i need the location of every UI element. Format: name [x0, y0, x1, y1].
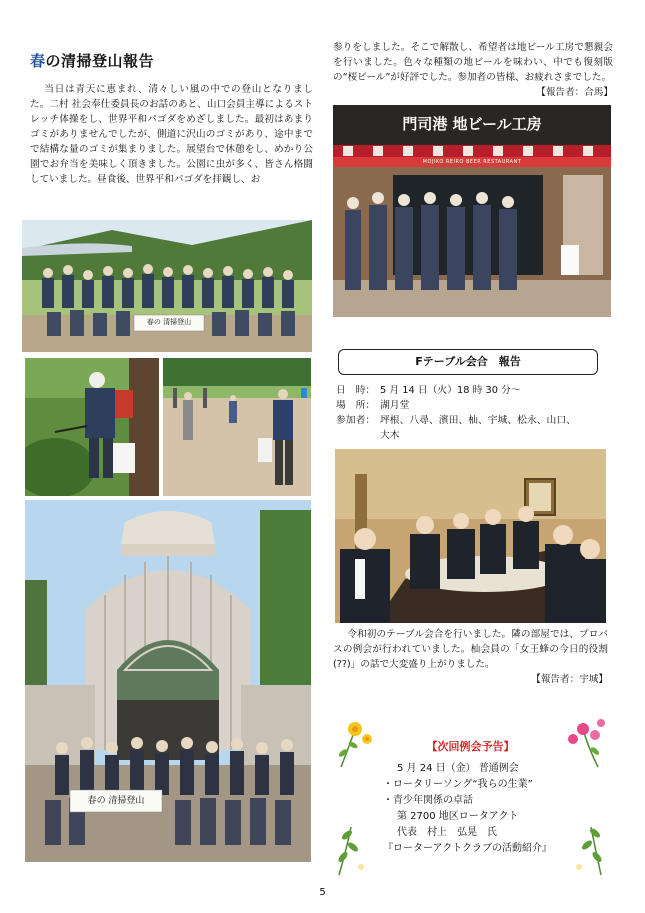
next-meeting-speaker-org: 第 2700 地区ロータアクト	[397, 811, 519, 822]
ftable-date-value: 5 月 14 日（火）18 時 30 分～	[380, 385, 521, 396]
page-number: 5	[319, 887, 326, 898]
ftable-date-label: 日 時：	[336, 385, 376, 396]
article-title-rest: の清掃登山報告	[45, 52, 155, 70]
ftable-report	[333, 627, 608, 687]
group-photo-hill	[22, 220, 312, 352]
ftable-info	[336, 383, 611, 443]
photo-table-dinner	[335, 449, 606, 623]
photo-litter-picking-1	[25, 358, 159, 496]
ftable-date-row	[336, 383, 611, 398]
article-paragraph-2-text: 参りをしました。そこで解散し、希望者は地ビール工房で懇親会を行いました。色々な種類の地ビールを味わい、中でも復刻版の“桜ビール”が好評でした。参加者の皆様、お疲れさまでした。	[333, 42, 613, 83]
article-title-first-char: 春	[30, 52, 46, 70]
ftable-reporter: 【報告者：宇城】	[531, 674, 608, 685]
next-meeting-title: 【次回例会予告】	[426, 740, 515, 753]
next-meeting-speaker: 代表 村上 弘晃 氏	[397, 827, 497, 838]
photo-litter-picking-2	[163, 358, 311, 496]
ftable-place-row	[336, 398, 611, 413]
next-meeting-item-2: ・青少年関係の卓話	[383, 795, 473, 806]
brewery-subsign: MOJIKO REIRO BEER RESTAURANT	[422, 159, 522, 165]
photo-brewery	[333, 105, 611, 317]
ftable-attendees-value-2: 大木	[380, 430, 400, 441]
ftable-report-text: 令和初のテーブル会合を行いました。隣の部屋では、プロバスの例会が行われていました。杣会員の「女王蜂の今日的役割(??)」の話で大変盛り上がりました。	[333, 629, 608, 670]
article-title	[30, 50, 154, 71]
leaf-bottom-right-icon	[576, 827, 603, 875]
next-meeting-box	[333, 717, 608, 877]
ftable-attendees-row	[336, 413, 611, 428]
ftable-place-value: 湖月堂	[380, 400, 410, 411]
banner-text-hill: 春の 清掃登山	[146, 318, 192, 326]
group-photo-pagoda	[25, 500, 311, 862]
article-reporter: 【報告者：合馬】	[536, 87, 613, 98]
article-paragraph-2	[333, 40, 613, 100]
brewery-sign: 門司港 地ビール工房	[402, 115, 542, 133]
ftable-place-label: 場 所：	[336, 400, 376, 411]
ftable-title: Fテーブル会合 報告	[338, 349, 598, 375]
ftable-attendees-row-2	[336, 428, 611, 443]
banner-text-pagoda: 春の 清掃登山	[87, 796, 145, 806]
ftable-attendees-label: 参加者：	[336, 415, 376, 426]
next-meeting-topic: 『ローターアクトクラブの活動紹介』	[383, 843, 552, 854]
article-paragraph-1: 当日は青天に恵まれ、清々しい風の中での登山となりました。二村 社会奉仕委員長のお話のあと、山口会員主導によるストレッチ体操をし、世界平和パゴダをめざしました。最初はあまりゴミがありませんでしたが、側道に沢山のゴミがあり、途中までで結構な量のゴミが集まりました。展望台で休憩をし、めかり公園でお弁当を美味しく頂きました。公園に虫が多く、皆さん格闘していました。昼食後、世界平和パゴダを拝観し、お	[30, 84, 313, 185]
next-meeting-item-1: ・ロータリーソング“我らの生業”	[383, 779, 533, 790]
next-meeting-date: 5 月 24 日（金） 普通例会	[397, 763, 519, 774]
ftable-attendees-value: 坪根、八尋、濱田、杣、宇城、松永、山口、	[380, 415, 576, 426]
leaf-bottom-left-icon	[337, 827, 364, 875]
